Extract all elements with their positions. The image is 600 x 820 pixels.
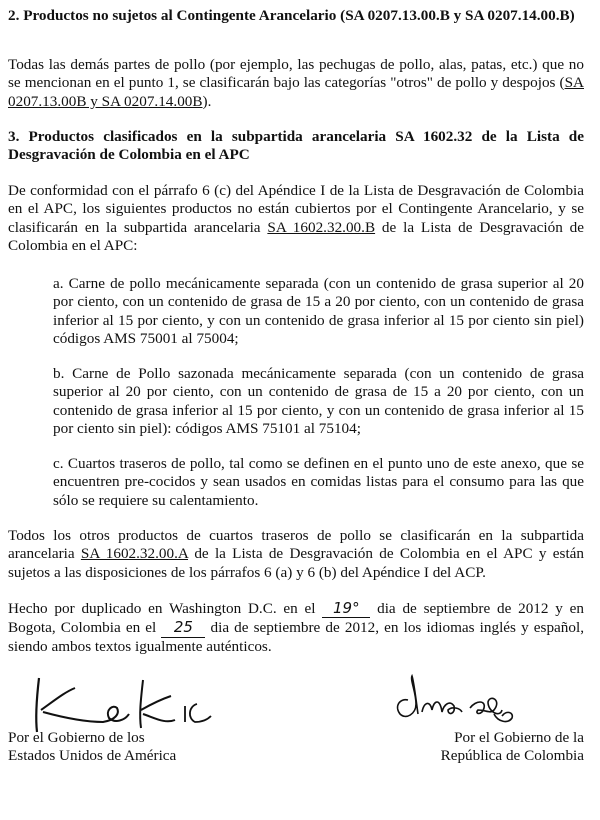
section-3-closing-end: de la Lista de Desgravación de Colombia en el APC y están sujetos a las disposiciones de los párrafos 6 (a) y 6 (b) del Apéndice I del ACP. [8, 545, 585, 581]
signing-statement [8, 599, 584, 656]
colombia-signatory-block [423, 729, 584, 766]
list-item-a: a. Carne de pollo mecánicamente separada (con un contenido de grasa superior al 20 por ciento, con un contenido de grasa de 15 a 20 por ciento, con un contenido de grasa inferior al 15 por ciento, y con un contenido de grasa inferior al 15 por ciento sin piel) códigos AMS 75001 al 75004; [53, 275, 584, 348]
us-signatory-block [8, 729, 176, 766]
section-3-closing-text: Todos los otros productos de cuartos traseros de pollo se clasificarán en la subpartida arancelaria [8, 527, 584, 563]
section-2-body [8, 56, 584, 111]
signing-text-2: dia de septiembre de 2012 y en Bogota, Colombia en el [8, 600, 584, 637]
colombia-signatory-line-2: República de Colombia [440, 747, 584, 765]
section-3-tariff-ref-b: SA 1602.32.00.B [267, 218, 376, 236]
section-2-body-text: Todas las demás partes de pollo (por ejemplo, las pechugas de pollo, alas, patas, etc.) que no se mencionan en el punto 1, se clasificarán bajo las categorías "otros" de pollo y despojos ( [8, 56, 584, 92]
section-2-heading: 2. Productos no sujetos al Contingente Arancelario (SA 0207.13.00.B y SA 0207.14.00.B) [8, 7, 575, 24]
us-signatory-line-1: Por el Gobierno de los [8, 729, 145, 746]
section-3-intro-end: de la Lista de Desgravación de Colombia en el APC: [8, 218, 584, 255]
list-item-b: b. Carne de Pollo sazonada mecánicamente separada (con un contenido de grasa superior al 20 por ciento, con un contenido de grasa de 15 a 20 por ciento, con un contenido de grasa inferior al 15 por ciento, y con un contenido de grasa inferior al 15 por ciento sin piel): códigos AMS 75101 al 75104; [53, 365, 584, 438]
us-signatory-line-2: Estados Unidos de América [8, 747, 177, 765]
colombia-signatory-line-1: Por el Gobierno de la [454, 729, 584, 746]
list-item-c: c. Cuartos traseros de pollo, tal como se definen en el punto uno de este anexo, que se encuentren pre-cocidos y sean usados en comidas listas para el consumo para las que sólo se requiere su calentamiento. [53, 455, 584, 509]
section-3-heading: 3. Productos clasificados en la subpartida arancelaria SA 1602.32 de la Lista de Desgravación de Colombia en el APC [8, 128, 584, 164]
signing-text-1: Hecho por duplicado en Washington D.C. en el [8, 600, 323, 617]
section-3-intro-text: De conformidad con el párrafo 6 (c) del Apéndice I de la Lista de Desgravación de Colombia en el APC, los siguientes productos no están cubiertos por el Contingente Arancelario, y se clasificarán en la subpartida arancelaria [8, 182, 584, 236]
section-2-body-end: ). [202, 92, 212, 110]
section-2-tariff-ref: SA 0207.13.00B y SA 0207.14.00B [8, 74, 584, 110]
signing-text-3: dia de septiembre de 2012, en los idiomas inglés y español, siendo ambos textos igualmente auténticos. [8, 619, 584, 655]
section-3-tariff-ref-a: SA 1602.32.00.A [80, 545, 189, 563]
section-3-intro [8, 182, 584, 256]
bogota-day-handwritten: 25 [161, 618, 205, 637]
section-3-closing [8, 527, 584, 582]
colombia-signature [390, 670, 530, 730]
washington-day-handwritten: 19° [322, 599, 370, 618]
